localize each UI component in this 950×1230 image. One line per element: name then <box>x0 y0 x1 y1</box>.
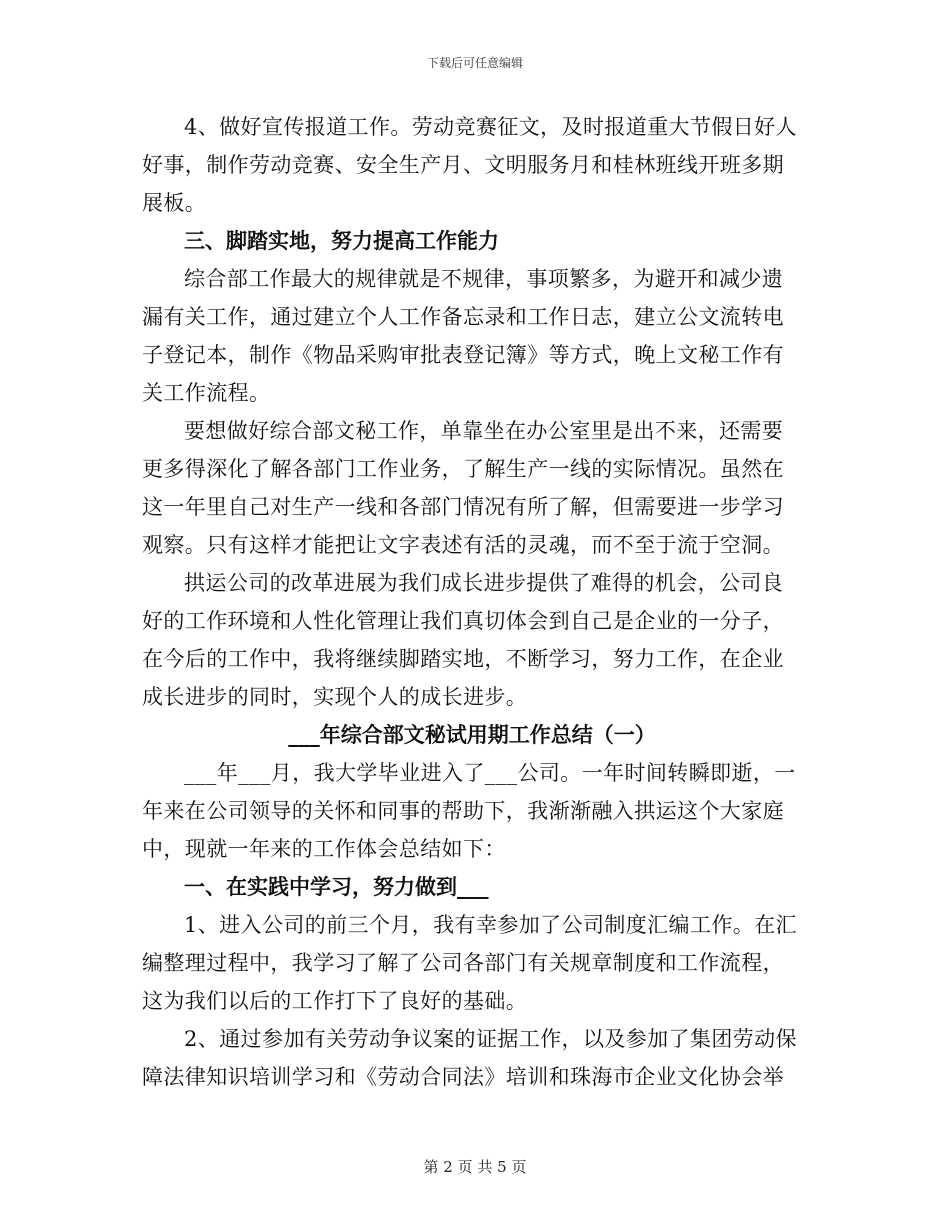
document-body <box>142 108 802 1096</box>
page-number-footer: 第 2 页 共 5 页 <box>423 1158 527 1176</box>
paragraph-publicity: 4、做好宣传报道工作。劳动竞赛征文，及时报道重大节假日好人好事，制作劳动竞赛、安全生产月、文明服务月和桂林班线开班多期展板。 <box>142 115 797 215</box>
paragraph-workflow: 综合部工作最大的规律就是不规律，事项繁多，为避开和减少遗漏有关工作，通过建立个人工作备忘录和工作日志，建立公文流转电子登记本，制作《物品采购审批表登记簿》等方式，晚上文秘工作有关工作流程。 <box>142 267 784 405</box>
section-heading-1: 一、在实践中学习，努力做到___ <box>184 875 489 899</box>
paragraph-item-1: 1、进入公司的前三个月，我有幸参加了公司制度汇编工作。在汇编整理过程中，我学习了解了公司各部门有关规章制度和工作流程，这为我们以后的工作打下了良好的基础。 <box>142 913 797 1013</box>
header-note: 下载后可任意编辑 <box>426 56 523 70</box>
paragraph-conclusion: 拱运公司的改革进展为我们成长进步提供了难得的机会，公司良好的工作环境和人性化管理让我们真切体会到自己是企业的一分子，在今后的工作中，我将继续脚踏实地，不断学习，努力工作，在企业成长进步的同时，实现个人的成长进步。 <box>142 571 784 709</box>
paragraph-intro: ___年___月，我大学毕业进入了___公司。一年时间转瞬即逝，一年来在公司领导的关怀和同事的帮助下，我渐渐融入拱运这个大家庭中，现就一年来的工作体会总结如下： <box>142 761 796 861</box>
article-title: ___年综合部文秘试用期工作总结（一） <box>288 723 656 747</box>
paragraph-understanding: 要想做好综合部文秘工作，单靠坐在办公室里是出不来，还需要更多得深化了解各部门工作业务，了解生产一线的实际情况。虽然在这一年里自己对生产一线和各部门情况有所了解，但需要进一步学习观察。只有这样才能把让文字表述有活的灵魂，而不至于流于空洞。 <box>142 419 784 557</box>
paragraph-item-2: 2、通过参加有关劳动争议案的证据工作，以及参加了集团劳动保障法律知识培训学习和《劳动合同法》培训和珠海市企业文化协会举 <box>142 1027 797 1089</box>
section-heading-3: 三、脚踏实地，努力提高工作能力 <box>184 229 499 253</box>
